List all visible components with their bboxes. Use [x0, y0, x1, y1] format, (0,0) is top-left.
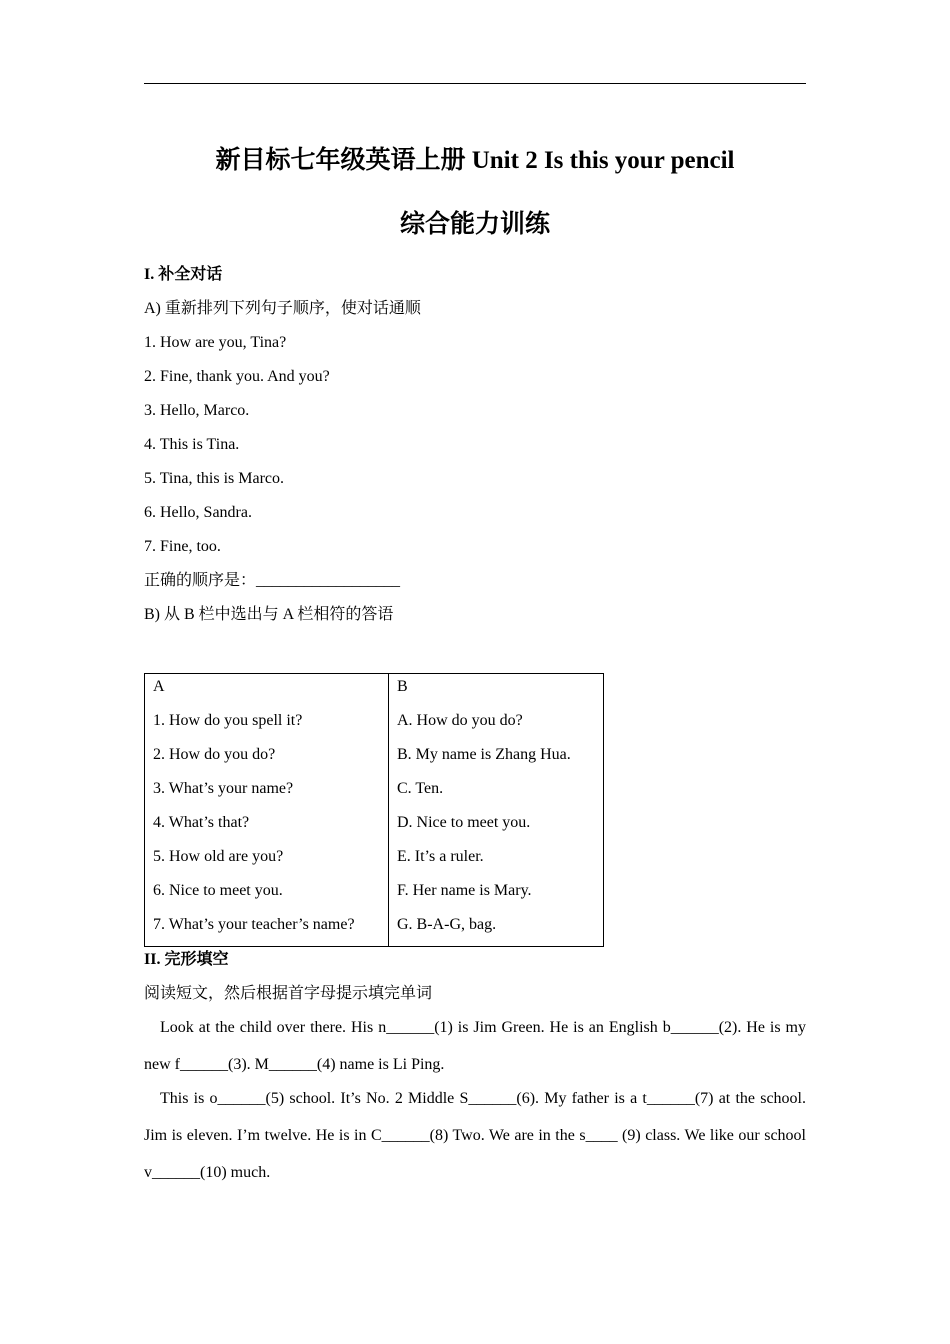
answer-d: D. Nice to meet you. [397, 814, 531, 831]
section2-instruction: 阅读短文，然后根据首字母提示填完单词 [144, 985, 433, 1002]
sentence-5: 5. Tina, this is Marco. [144, 470, 285, 487]
sentence-2: 2. Fine, thank you. And you? [144, 368, 330, 385]
question-7: 7. What’s your teacher’s name? [153, 916, 355, 933]
question-5: 5. How old are you? [153, 848, 284, 865]
answer-e: E. It’s a ruler. [397, 848, 484, 865]
document-subtitle: 综合能力训练 [399, 211, 550, 238]
answer-a: A. How do you do? [397, 712, 523, 729]
section1-heading: I. 补全对话 [144, 266, 223, 283]
question-6: 6. Nice to meet you. [153, 882, 283, 899]
matching-table [144, 673, 604, 947]
answer-g: G. B-A-G, bag. [397, 916, 497, 933]
cloze-paragraph-1: Look at the child over there. His n______(1) is Jim Green. He is an English b______(2). He is my new f______(3). M______(4) name is Li Ping. [144, 1019, 806, 1073]
question-1: 1. How do you spell it? [153, 712, 303, 729]
section2-heading: II. 完形填空 [144, 951, 229, 968]
column-b [389, 674, 604, 947]
column-b-header: B [397, 678, 408, 695]
sentence-6: 6. Hello, Sandra. [144, 504, 252, 521]
partB-instruction: B) 从 B 栏中选出与 A 栏相符的答语 [144, 606, 394, 623]
document-title: 新目标七年级英语上册 Unit 2 Is this your pencil [215, 147, 735, 174]
question-4: 4. What’s that? [153, 814, 250, 831]
column-a-header: A [153, 678, 165, 695]
sentence-3: 3. Hello, Marco. [144, 402, 250, 419]
answer-f: F. Her name is Mary. [397, 882, 532, 899]
answer-b: B. My name is Zhang Hua. [397, 746, 571, 763]
cloze-paragraph-2: This is o______(5) school. It’s No. 2 Middle S______(6). My father is a t______(7) at the school. Jim is eleven. I’m twelve. He is in C______(8) Two. We are in the s____ (9) class. We like our school v______(10) much. [144, 1090, 806, 1181]
answer-line: 正确的顺序是：__________________ [144, 572, 401, 589]
sentence-4: 4. This is Tina. [144, 436, 240, 453]
partA-instruction: A) 重新排列下列句子顺序，使对话通顺 [144, 300, 421, 317]
question-2: 2. How do you do? [153, 746, 276, 763]
header-rule [144, 83, 806, 84]
column-a [145, 674, 389, 947]
answer-c: C. Ten. [397, 780, 444, 797]
sentence-1: 1. How are you, Tina? [144, 334, 287, 351]
sentence-7: 7. Fine, too. [144, 538, 221, 555]
question-3: 3. What’s your name? [153, 780, 294, 797]
